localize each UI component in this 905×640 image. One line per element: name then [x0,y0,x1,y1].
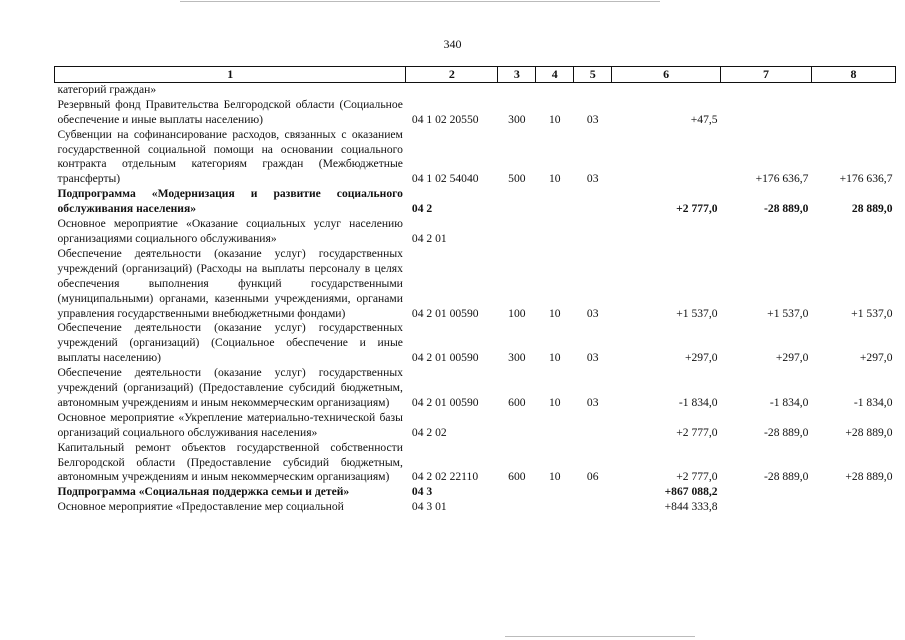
row-description: Капитальный ремонт объектов государственной собственности Белгородской области (Предоставление субсидий бюджетным, автономным учреждениям и иным некоммерческим организациям) [57,440,403,484]
row-col5 [574,485,612,500]
row-col6: +867 088,2 [664,485,718,499]
table-row [55,500,896,515]
table-header-row [55,67,896,83]
row-col3: 300 [508,112,526,126]
row-col6 [612,128,721,188]
row-code: 04 2 01 00590 [411,351,479,365]
row-col7: -1 834,0 [769,395,809,409]
row-col5 [574,82,612,97]
row-code: 04 1 02 20550 [411,112,479,126]
column-header: 6 [612,67,721,83]
row-code: 04 2 01 [411,231,447,245]
row-col4: 10 [548,172,561,186]
row-col3: 300 [508,351,526,365]
row-description: Основное мероприятие «Предоставление мер социальной [57,500,344,514]
row-col8: +28 889,0 [845,425,893,439]
row-description: Обеспечение деятельности (оказание услуг) государственных учреждений (организаций) (Расходы на выплаты персоналу в целях обеспечения выполнения функций государственными (муниципальными) органами, казенными учреждениями, органами управления государственными внебюджетными фондами) [57,246,403,320]
row-col7: -28 889,0 [764,425,809,439]
row-col8 [811,217,895,247]
row-col6: +2 777,0 [676,202,718,216]
table-row [55,128,896,188]
row-col6: +47,5 [690,112,718,126]
row-col7: +297,0 [775,351,809,365]
row-col4 [536,217,574,247]
row-col6: +2 777,0 [676,425,718,439]
row-col6: -1 834,0 [678,395,718,409]
row-description: Обеспечение деятельности (оказание услуг) государственных учреждений (организаций) (Предоставление субсидий бюджетным, автономным учреждениям и иным некоммерческим организациям) [57,366,403,409]
row-code: 04 3 01 [411,500,447,514]
row-col5 [574,411,612,441]
row-col5: 03 [586,306,599,320]
row-col8 [811,98,895,128]
row-description: Субвенции на софинансирование расходов, связанных с оказанием государственной социальной помощи на основании социального контракта отдельным категориям граждан (Межбюджетные трансферты) [57,127,403,186]
table-row [55,411,896,441]
row-col3 [498,485,536,500]
row-col5: 03 [586,172,599,186]
row-code: 04 3 [411,485,433,499]
scan-artifact-bottom [505,636,695,637]
row-col3 [498,217,536,247]
row-col5: 06 [586,470,599,484]
row-col4 [536,411,574,441]
row-col4: 10 [548,306,561,320]
row-col7 [721,82,812,97]
row-col5: 03 [586,395,599,409]
row-col4: 10 [548,470,561,484]
row-col6: +2 777,0 [676,470,718,484]
row-col6 [612,217,721,247]
row-col5: 03 [586,112,599,126]
row-description: Подпрограмма «Социальная поддержка семьи и детей» [57,485,350,499]
row-col7 [721,217,812,247]
row-code: 04 2 [411,202,433,216]
row-col4: 10 [548,395,561,409]
page-number: 340 [443,37,462,51]
row-col3: 600 [508,470,526,484]
row-code: 04 2 01 00590 [411,306,479,320]
row-col6: +844 333,8 [664,500,718,514]
row-col8: +176 636,7 [839,172,893,186]
row-col3: 500 [508,172,526,186]
row-col6: +1 537,0 [676,306,718,320]
column-header: 1 [55,67,406,83]
row-description: Подпрограмма «Модернизация и развитие социального обслуживания населения» [57,187,403,216]
column-header: 7 [721,67,812,83]
column-header: 2 [406,67,498,83]
table-row [55,366,896,411]
row-code: 04 2 02 [411,425,447,439]
row-col3 [498,411,536,441]
row-col8: +1 537,0 [851,306,893,320]
table-row [55,321,896,366]
row-col8: +297,0 [859,351,893,365]
scan-artifact-top [180,1,660,2]
row-col3 [498,187,536,217]
row-col3 [498,82,536,97]
row-col5 [574,187,612,217]
row-col4 [536,485,574,500]
budget-table [54,66,896,515]
row-code [406,82,498,97]
row-col8: -1 834,0 [853,395,893,409]
row-code: 04 2 01 00590 [411,395,479,409]
row-col7: -28 889,0 [764,202,809,216]
row-code: 04 2 02 22110 [411,470,479,484]
row-col5 [574,217,612,247]
table-row [55,187,896,217]
row-code: 04 1 02 54040 [411,172,479,186]
row-description: Обеспечение деятельности (оказание услуг) государственных учреждений (организаций) (Социальное обеспечение и иные выплаты населению) [57,321,403,365]
table-row [55,98,896,128]
row-col5 [574,500,612,515]
row-col7: +1 537,0 [767,306,809,320]
row-col8: +28 889,0 [845,470,893,484]
row-description: Основное мероприятие «Укрепление материально-технической базы организаций социального обслуживания населения» [57,410,403,439]
column-header: 4 [536,67,574,83]
row-col7: -28 889,0 [764,470,809,484]
row-col4: 10 [548,112,561,126]
row-description: категорий граждан» [57,82,157,96]
table-row [55,247,896,322]
column-header: 5 [574,67,612,83]
row-col6 [612,82,721,97]
row-description: Резервный фонд Правительства Белгородской области (Социальное обеспечение и иные выплаты населению) [57,97,403,126]
row-col7 [721,500,812,515]
table-row [55,441,896,486]
row-col8 [811,500,895,515]
row-col3: 100 [508,306,526,320]
row-col3: 600 [508,395,526,409]
row-col4: 10 [548,351,561,365]
table-row [55,82,896,97]
row-col5: 03 [586,351,599,365]
row-description: Основное мероприятие «Оказание социальных услуг населению организациями социального обслуживания» [57,217,403,245]
column-header: 8 [811,67,895,83]
row-col7 [721,98,812,128]
row-col3 [498,500,536,515]
column-header: 3 [498,67,536,83]
row-col7: +176 636,7 [755,172,809,186]
row-col4 [536,500,574,515]
table-row [55,485,896,500]
row-col4 [536,82,574,97]
budget-table-frame [54,66,896,586]
row-col8: 28 889,0 [851,202,893,216]
row-col8 [811,485,895,500]
row-col7 [721,485,812,500]
row-col4 [536,187,574,217]
table-row [55,217,896,247]
row-col6: +297,0 [684,351,718,365]
row-col8 [811,82,895,97]
